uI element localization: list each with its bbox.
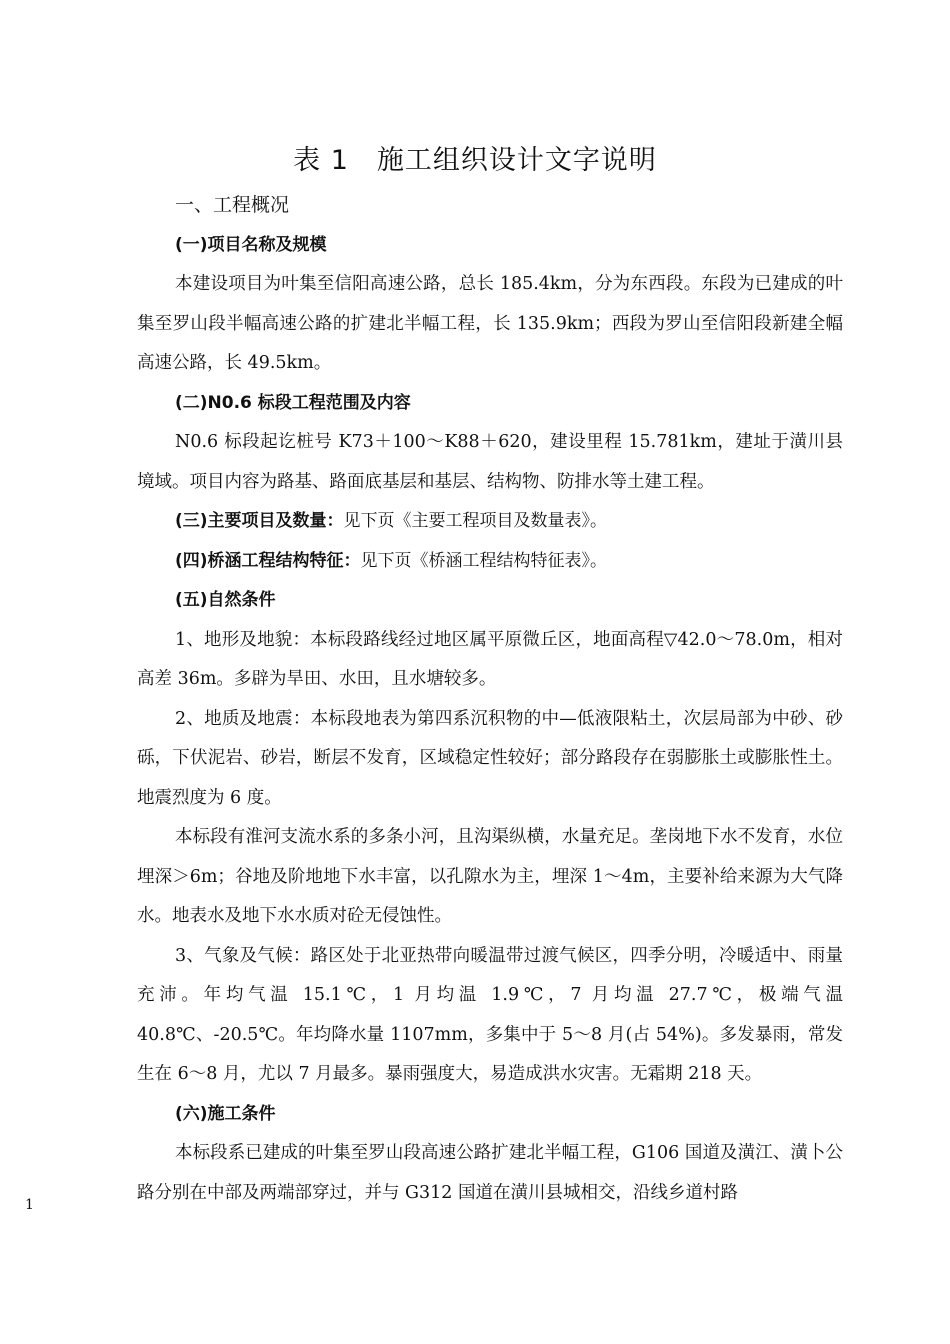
paragraph-construction: 本标段系已建成的叶集至罗山段高速公路扩建北半幅工程，G106 国道及潢江、潢卜公路分别在中部及两端部穿过，并与 G312 国道在潢川县城相交，沿线乡道村路	[137, 1143, 843, 1203]
paragraph-terrain: 1、地形及地貌：本标段路线经过地区属平原微丘区，地面高程▽42.0～78.0m，相对高差 36m。多辟为旱田、水田，且水塘较多。	[137, 629, 843, 689]
document-title: 表 1 施工组织设计文字说明	[293, 145, 657, 176]
subsection-heading-main-items: (三)主要项目及数量：	[175, 511, 344, 531]
paragraph-hydrology: 本标段有淮河支流水系的多条小河，且沟渠纵横，水量充足。垄岗地下水不发育，水位埋深＞6m；谷地及阶地地下水丰富，以孔隙水为主，埋深 1～4m，主要补给来源为大气降水。地表水及地下水水质对砼无侵蚀性。	[137, 827, 843, 926]
document-body	[137, 186, 843, 1213]
subsection-heading-construction: (六)施工条件	[175, 1103, 276, 1124]
subsection-heading-natural: (五)自然条件	[175, 590, 276, 610]
subsection-main-items	[137, 502, 843, 542]
paragraph-scope: N0.6 标段起讫桩号 K73＋100～K88＋620，建设里程 15.781km，建址于潢川县境域。项目内容为路基、路面底基层和基层、结构物、防排水等土建工程。	[137, 432, 843, 492]
paragraph-climate: 3、气象及气候：路区处于北亚热带向暖温带过渡气候区，四季分明，冷暖适中、雨量充沛。年均气温 15.1℃，1 月均温 1.9℃，7 月均温 27.7℃，极端气温 40.8℃、-20.5℃。年均降水量 1107mm，多集中于 5～8 月(占 54%)。多发暴雨，常发生在 6～8 月，尤以 7 月最多。暴雨强度大，易造成洪水灾害。无霜期 218 天。	[137, 945, 843, 1084]
subsection-heading-bridge: (四)桥涵工程结构特征：	[175, 550, 361, 571]
section-heading-overview: 一、工程概况	[175, 194, 290, 216]
subsection-bridge-structure	[137, 542, 843, 582]
bridge-reference: 见下页《桥涵工程结构特征表》。	[360, 550, 608, 571]
page-number: 1	[25, 1197, 34, 1213]
subsection-heading-project-name: (一)项目名称及规模	[175, 234, 327, 255]
subsection-heading-scope: (二)N0.6 标段工程范围及内容	[175, 392, 411, 413]
paragraph-project-scale: 本建设项目为叶集至信阳高速公路，总长 185.4km，分为东西段。东段为已建成的叶集至罗山段半幅高速公路的扩建北半幅工程，长 135.9km；西段为罗山至信阳段新建全幅高速公路，长 49.5km。	[137, 274, 843, 373]
main-items-reference: 见下页《主要工程项目及数量表》。	[343, 511, 608, 531]
paragraph-geology: 2、地质及地震：本标段地表为第四系沉积物的中—低液限粘土，次层局部为中砂、砂砾，下伏泥岩、砂岩，断层不发育，区域稳定性较好；部分路段存在弱膨胀土或膨胀性土。地震烈度为 6 度。	[137, 708, 843, 808]
